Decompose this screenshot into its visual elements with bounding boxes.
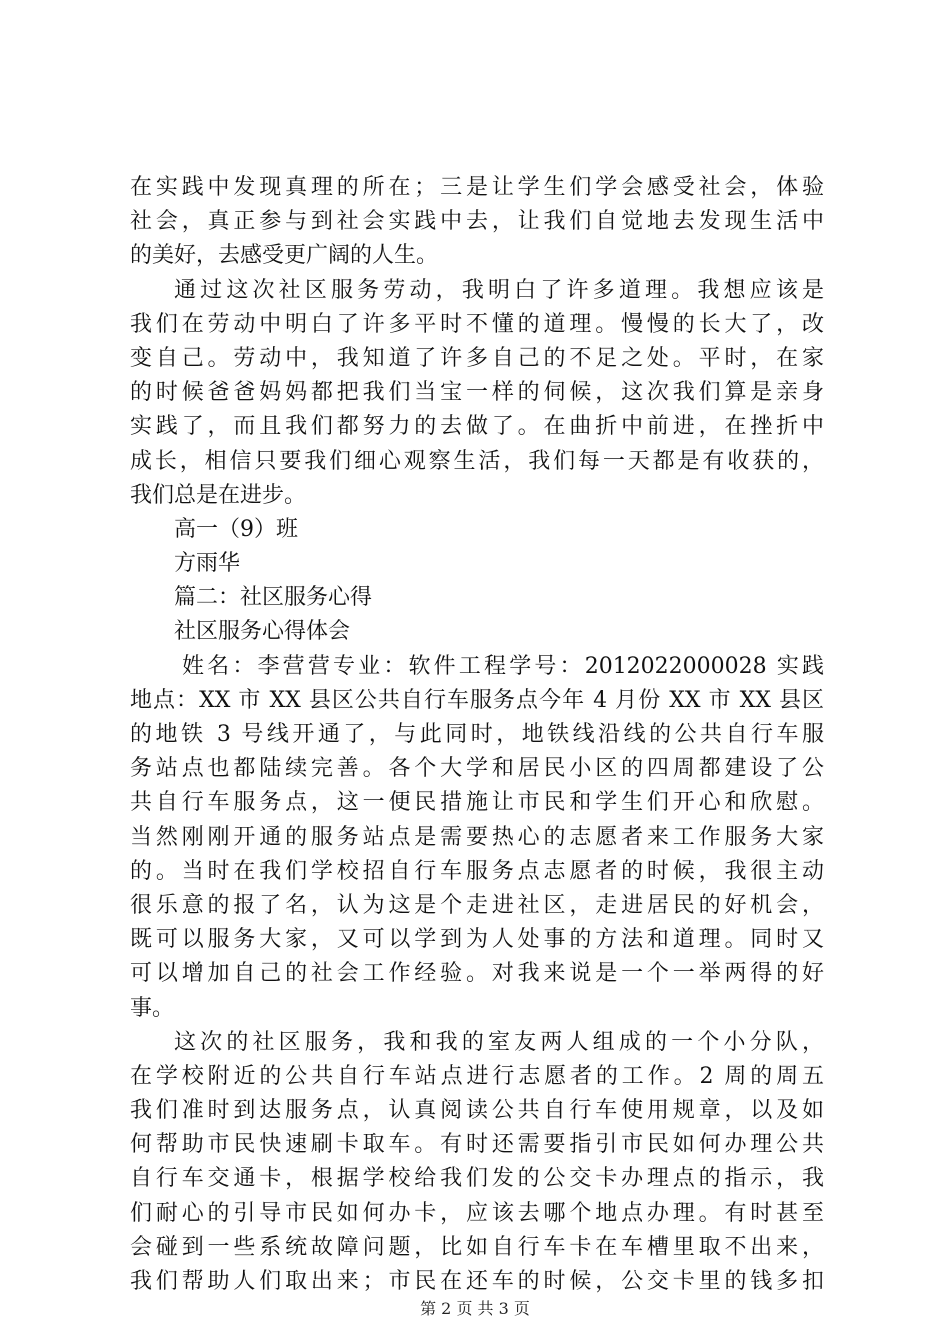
text-line: 们耐心的引导市民如何办卡，应该去哪个地点办理。有时甚至 (130, 1200, 824, 1226)
text-line: 通过这次社区服务劳动，我明白了许多道理。我想应该是 (174, 277, 824, 303)
page-footer: 第 2 页 共 3 页 (420, 1299, 530, 1318)
text-line: 可以增加自己的社会工作经验。对我来说是一个一举两得的好 (130, 961, 824, 987)
text-line: 高一（9）班 (174, 516, 298, 542)
text-line: 这次的社区服务，我和我的室友两人组成的一个小分队， (174, 1029, 824, 1055)
text-line: 自行车交通卡，根据学校给我们发的公交卡办理点的指示，我 (130, 1166, 824, 1192)
text-line: 当然刚刚开通的服务站点是需要热心的志愿者来工作服务大家 (130, 824, 824, 850)
body-text (130, 171, 824, 1299)
text-line: 姓名：李营营专业：软件工程学号：2012022000028 实践 (182, 653, 824, 679)
text-line: 成长，相信只要我们细心观察生活，我们每一天都是有收获的， (130, 448, 824, 474)
text-line: 会碰到一些系统故障问题，比如自行车卡在车槽里取不出来， (130, 1234, 824, 1260)
text-line: 的。当时在我们学校招自行车服务点志愿者的时候，我很主动 (130, 858, 824, 884)
text-line: 在学校附近的公共自行车站点进行志愿者的工作。2 周的周五 (130, 1063, 824, 1089)
text-line: 社区服务心得体会 (174, 619, 351, 645)
text-line: 在实践中发现真理的所在；三是让学生们学会感受社会，体验 (130, 175, 824, 200)
text-line: 共自行车服务点，这一便民措施让市民和学生们开心和欣慰。 (130, 790, 824, 816)
text-line: 事。 (130, 995, 175, 1021)
text-line: 方雨华 (174, 551, 241, 577)
text-line: 既可以服务大家，又可以学到为人处事的方法和道理。同时又 (130, 927, 824, 953)
text-line: 社会，真正参与到社会实践中去，让我们自觉地去发现生活中 (130, 209, 824, 235)
text-line: 我们在劳动中明白了许多平时不懂的道理。慢慢的长大了，改 (130, 311, 824, 337)
text-line: 地点：XX 市 XX 县区公共自行车服务点今年 4 月份 XX 市 XX 县区 (130, 687, 824, 713)
text-line: 我们准时到达服务点，认真阅读公共自行车使用规章，以及如 (130, 1098, 824, 1124)
text-line: 实践了，而且我们都努力的去做了。在曲折中前进，在挫折中 (130, 414, 824, 440)
text-line: 务站点也都陆续完善。各个大学和居民小区的四周都建设了公 (130, 756, 824, 782)
text-line: 的美好，去感受更广阔的人生。 (130, 243, 439, 269)
text-line: 我们总是在进步。 (130, 482, 307, 508)
text-line: 我们帮助人们取出来；市民在还车的时候，公交卡里的钱多扣 (130, 1269, 824, 1294)
text-line: 变自己。劳动中，我知道了许多自己的不足之处。平时，在家 (130, 345, 824, 371)
text-line: 很乐意的报了名，认为这是个走进社区，走进居民的好机会， (130, 892, 824, 918)
text-line: 篇二：社区服务心得 (174, 585, 373, 611)
text-line: 的时候爸爸妈妈都把我们当宝一样的伺候，这次我们算是亲身 (130, 380, 824, 406)
text-line: 的地铁 3 号线开通了，与此同时，地铁线沿线的公共自行车服 (130, 722, 824, 747)
text-line: 何帮助市民快速刷卡取车。有时还需要指引市民如何办理公共 (130, 1132, 824, 1158)
